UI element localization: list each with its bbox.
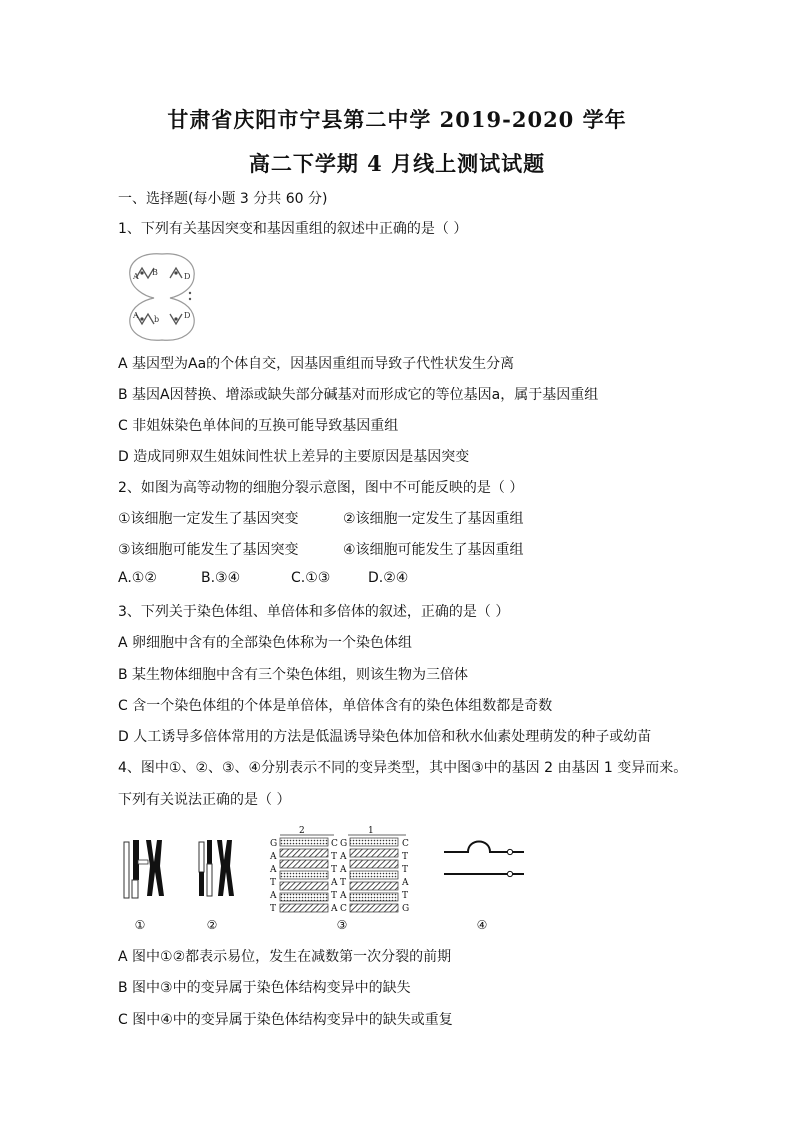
base-right-b-3: T [402,865,409,875]
q4-stem-line1: 4、图中①、②、③、④分别表示不同的变异类型，其中图③中的基因 2 由基因 1 变异而来。 [118,760,688,776]
gene-label-A-upper: A [133,272,139,281]
q4-figure-1-chromosomes [120,836,172,902]
q1-option-c: C 非姐妹染色单体间的互换可能导致基因重组 [118,418,399,434]
q2-statement-2: ②该细胞一定发生了基因重组 [343,511,524,527]
base-left-a-3: A [270,865,277,875]
q2-statement-3: ③该细胞可能发生了基因突变 [118,542,299,558]
gene-label-D-lower: D [184,311,191,320]
q1-option-a: A 基因型为Aa的个体自交，因基因重组而导致子代性状发生分离 [118,356,515,372]
q4-option-c: C 图中④中的变异属于染色体结构变异中的缺失或重复 [118,1012,453,1028]
base-left-b-2: T [331,852,338,862]
cell-outline [130,254,194,340]
base-right-a-6: C [340,904,347,914]
q2-stem: 2、如图为高等动物的细胞分裂示意图，图中不可能反映的是（ ） [118,480,524,496]
q2-statement-4: ④该细胞可能发生了基因重组 [343,542,524,558]
q1-cell-division-figure [124,248,200,344]
q4-caption-2: ② [206,918,218,932]
gene-label-A-lower: A [133,311,139,320]
base-left-a-4: T [270,878,277,888]
q4-figure-3-dna-segments [268,824,420,920]
base-right-a-3: A [340,865,347,875]
base-left-a-2: A [270,852,277,862]
base-right-a-5: A [340,891,347,901]
q3-option-c: C 含一个染色体组的个体是单倍体，单倍体含有的染色体组数都是奇数 [118,698,553,714]
q2-statement-1: ①该细胞一定发生了基因突变 [118,511,299,527]
dna-segment-gene-2 [280,838,328,912]
base-right-b-4: A [402,878,409,888]
q4-stem-line2: 下列有关说法正确的是（ ） [118,792,291,808]
gene-2-label: 2 [299,826,305,836]
q2-choice-a: A.①② [118,570,157,586]
base-right-b-1: C [402,839,409,849]
q4-figure-2-chromosomes [196,836,240,902]
base-right-a-2: A [340,852,347,862]
q1-option-d: D 造成同卵双生姐妹间性状上差异的主要原因是基因突变 [118,449,470,465]
q4-caption-3: ③ [336,918,348,932]
q3-option-d: D 人工诱导多倍体常用的方法是低温诱导染色体加倍和秋水仙素处理萌发的种子或幼苗 [118,729,652,745]
gene-1-label: 1 [368,826,374,836]
gene-label-D-upper: D [184,272,191,281]
base-right-b-6: G [402,904,410,914]
q1-stem: 1、下列有关基因突变和基因重组的叙述中正确的是（ ） [118,221,468,237]
q4-figure-4-chromosome-loop [440,836,528,886]
q4-option-a: A 图中①②都表示易位，发生在减数第一次分裂的前期 [118,949,452,965]
q4-caption-4: ④ [476,918,488,932]
base-left-b-1: C [331,839,338,849]
gene-label-B-upper: B [152,268,158,277]
exam-title-line1: 甘肃省庆阳市宁县第二中学 2019-2020 学年 [167,107,627,132]
base-left-b-6: A [331,904,338,914]
base-left-b-5: T [331,891,338,901]
base-right-b-5: T [402,891,409,901]
gene-label-b-lower: b [154,315,160,324]
q2-choice-d: D.②④ [368,570,409,586]
exam-title-line2: 高二下学期 4 月线上测试试题 [248,151,546,176]
base-left-a-5: A [270,891,277,901]
base-left-b-4: A [331,878,338,888]
base-right-b-2: T [402,852,409,862]
dna-segment-gene-1 [350,838,398,912]
q3-option-b: B 某生物体细胞中含有三个染色体组，则该生物为三倍体 [118,667,469,683]
base-right-a-4: T [340,878,347,888]
q2-choice-c: C.①③ [291,570,331,586]
base-right-a-1: G [340,839,348,849]
section-heading: 一、选择题(每小题 3 分共 60 分) [118,191,328,207]
q3-option-a: A 卵细胞中含有的全部染色体称为一个染色体组 [118,635,413,651]
q4-caption-1: ① [134,918,146,932]
base-left-a-1: G [270,839,278,849]
q4-option-b: B 图中③中的变异属于染色体结构变异中的缺失 [118,980,411,996]
q2-choice-b: B.③④ [201,570,241,586]
q3-stem: 3、下列关于染色体组、单倍体和多倍体的叙述，正确的是（ ） [118,604,510,620]
base-left-a-6: T [270,904,277,914]
base-left-b-3: T [331,865,338,875]
q1-option-b: B 基因A因替换、增添或缺失部分碱基对而形成它的等位基因a，属于基因重组 [118,387,599,403]
